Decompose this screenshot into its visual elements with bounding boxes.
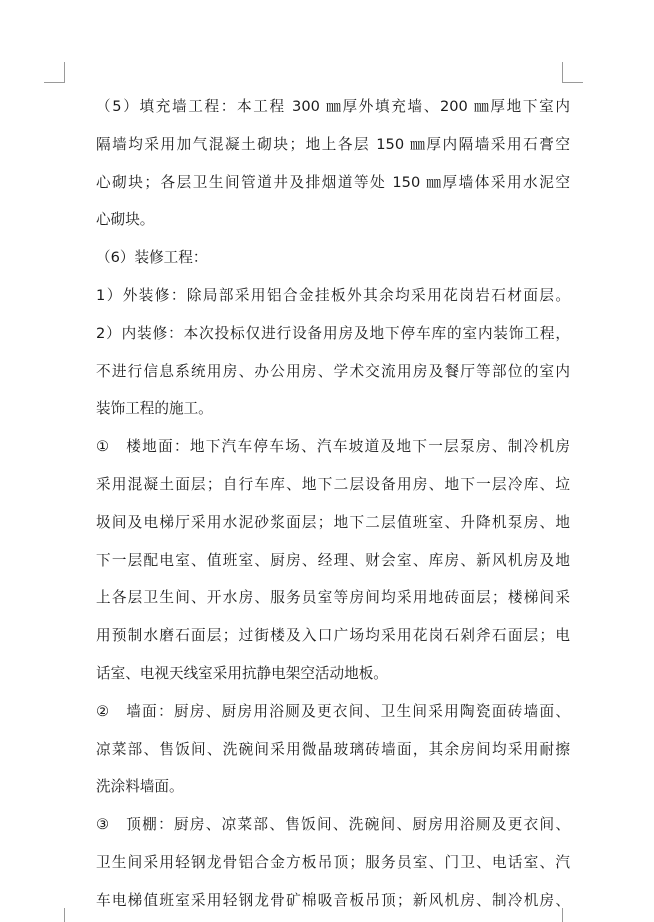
text-line: 卫生间采用轻钢龙骨铝合金方板吊顶；服务员室、门卫、电话室、汽: [96, 853, 570, 871]
text-line: 心砌块。: [96, 211, 155, 229]
text-line: 话室、电视天线室采用抗静电架空活动地板。: [96, 664, 388, 682]
text-line: 心砌块；各层卫生间管道井及排烟道等处 150 ㎜厚墙体采用水泥空: [96, 173, 570, 191]
text-line: 上各层卫生间、开水房、服务员室等房间均采用地砖面层；楼梯间采: [96, 589, 570, 607]
crop-mark-top-left: [44, 82, 65, 83]
text-line: ① 楼地面：地下汽车停车场、汽车坡道及地下一层泵房、制冷机房: [96, 438, 570, 456]
text-line: ③ 顶棚：厨房、凉菜部、售饭间、洗碗间、厨房用浴厕及更衣间、: [96, 816, 570, 834]
text-line: ② 墙面：厨房、厨房用浴厕及更衣间、卫生间采用陶瓷面砖墙面、: [96, 702, 570, 720]
text-line: 装饰工程的施工。: [96, 400, 213, 418]
text-line: 1）外装修：除局部采用铝合金挂板外其余均采用花岗岩石材面层。: [96, 286, 570, 304]
text-line: 隔墙均采用加气混凝土砌块；地上各层 150 ㎜厚内隔墙采用石膏空: [96, 135, 570, 153]
crop-mark-bottom-left: [64, 908, 65, 922]
text-line: 用预制水磨石面层；过街楼及入口广场均采用花岗石剁斧石面层；电: [96, 627, 570, 645]
crop-mark-top-left: [64, 62, 65, 82]
text-line: 2）内装修：本次投标仅进行设备用房及地下停车库的室内装饰工程，: [96, 324, 570, 342]
text-line: 下一层配电室、值班室、厨房、经理、财会室、库房、新风机房及地: [96, 551, 570, 569]
crop-mark-top-right: [562, 82, 583, 83]
document-body: [96, 88, 570, 920]
text-line: （5）填充墙工程：本工程 300 ㎜厚外填充墙、200 ㎜厚地下室内: [96, 98, 570, 115]
text-line: 不进行信息系统用房、办公用房、学术交流用房及餐厅等部位的室内: [96, 362, 570, 380]
section-heading: （6）装修工程：: [96, 249, 208, 267]
text-line: 圾间及电梯厅采用水泥砂浆面层；地下二层值班室、升降机泵房、地: [96, 513, 570, 531]
crop-mark-top-right: [562, 62, 563, 82]
text-line: 洗涂料墙面。: [96, 778, 184, 796]
text-line: 采用混凝土面层；自行车库、地下二层设备用房、地下一层冷库、垃: [96, 475, 570, 493]
text-line: 凉菜部、售饭间、洗碗间采用微晶玻璃砖墙面，其余房间均采用耐擦: [96, 740, 570, 758]
text-line: 车电梯值班室采用轻钢龙骨矿棉吸音板吊顶；新风机房、制冷机房、: [96, 891, 570, 909]
